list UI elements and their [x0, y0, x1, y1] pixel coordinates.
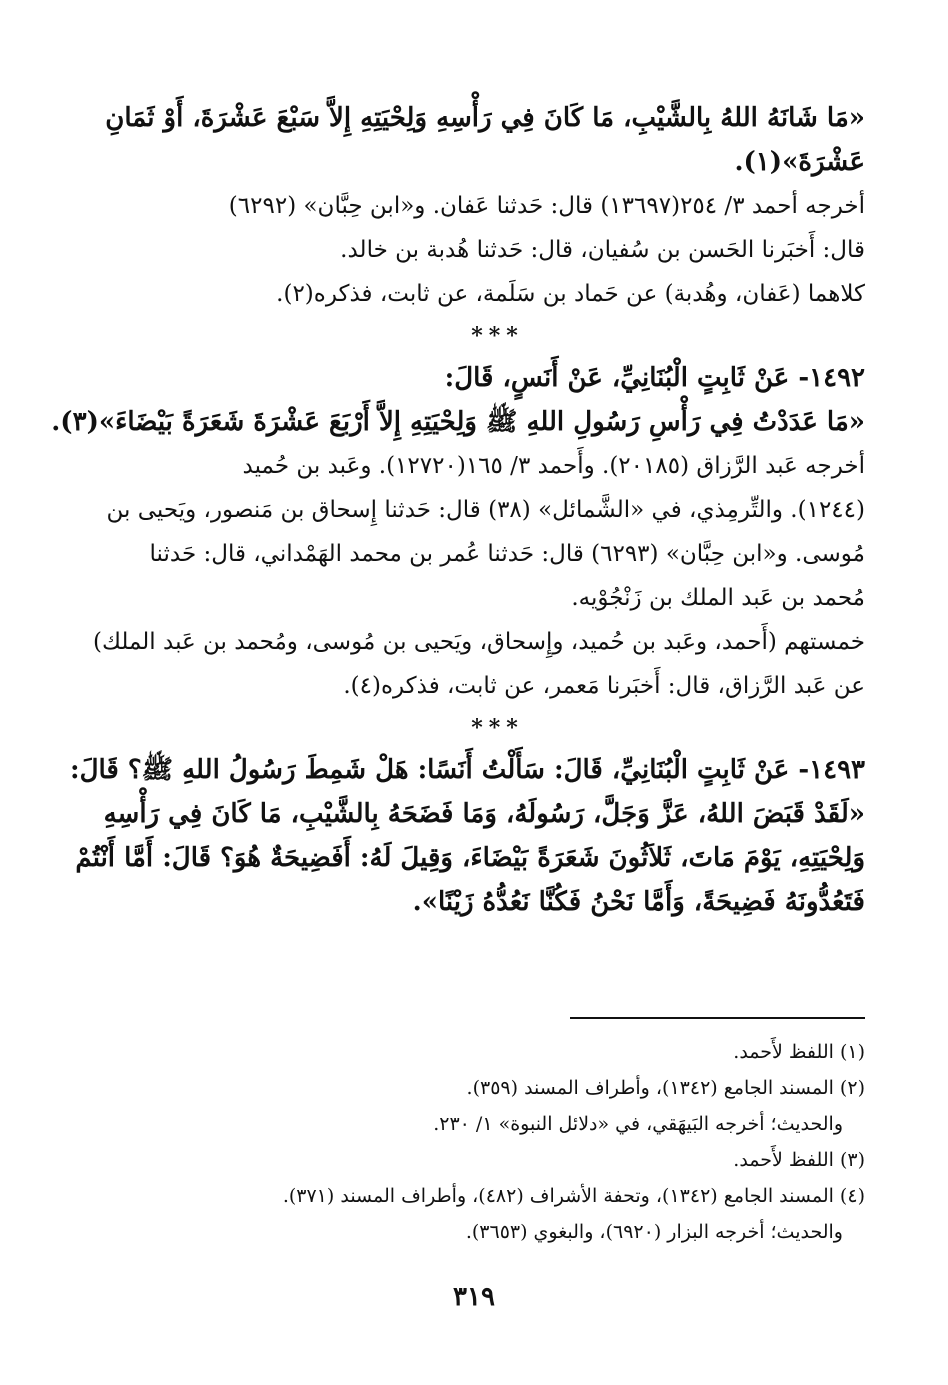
- hadith-1492-text: «مَا عَدَدْتُ فِي رَأْسِ رَسُولِ اللهِ ﷺ وَلِحْيَتِهِ إِلاَّ أَرْبَعَ عَشْرَةَ شَعَرَةً بَيْضَاءَ»(٣).: [51, 407, 865, 437]
- hadith-line-1: «مَا شَانَهُ اللهُ بِالشَّيْبِ، مَا كَانَ فِي رَأْسِهِ وَلِحْيَتِهِ إِلاَّ سَبْعَ عَشْرَةَ، أَوْ ثَمَانِ: [105, 103, 865, 133]
- takhrij-1492-line-4: مُحمد بن عَبد الملك بن زَنْجُوْيه.: [571, 585, 865, 611]
- takhrij-1492-line-3: مُوسى. و«ابن حِبَّان» (٦٢٩٣) قال: حَدثنا عُمر بن محمد الهَمْداني، قال: حَدثنا: [149, 541, 865, 567]
- takhrij-1492-line-1: أخرجه عَبد الرَّزاق (٢٠١٨٥). وأَحمد ٣/ ١٦٥(١٢٧٢٠). وعَبد بن حُميد: [242, 453, 865, 479]
- takhrij-1492-line-2: (١٢٤٤). والتِّرمِذي، في «الشَّمائل» (٣٨) قال: حَدثنا إِسحاق بن مَنصور، ويَحيى بن: [106, 497, 865, 523]
- page-body: [51, 96, 865, 924]
- takhrij-line-2: قال: أَخبَرنا الحَسن بن سُفيان، قال: حَدثنا هُدبة بن خالد.: [340, 237, 865, 263]
- footnote-1: (١) اللفظ لأَحمد.: [733, 1041, 865, 1063]
- section-separator-1: ***: [471, 323, 524, 349]
- footnote-3: (٣) اللفظ لأَحمد.: [733, 1149, 865, 1171]
- footnote-divider: [570, 1017, 865, 1019]
- hadith-1493-line-2: وَلِحْيَتِهِ، يَوْمَ مَاتَ، ثَلاَثُونَ شَعَرَةً بَيْضَاءَ، وَقِيلَ لَهُ: أَفَضِيحَةٌ هُوَ؟ قَالَ: أَمَّا أَنْتُمْ: [75, 843, 865, 873]
- footnote-2-continuation: والحديث؛ أخرجه البَيهَقي، في «دلائل النبوة» ١/ ٢٣٠.: [433, 1113, 843, 1135]
- takhrij-1492-line-6: عن عَبد الرَّزاق، قال: أَخبَرنا مَعمر، عن ثابت، فذكره(٤).: [343, 673, 865, 699]
- footnote-2: (٢) المسند الجامع (١٣٤٢)، وأطراف المسند (٣٥٩).: [466, 1077, 865, 1099]
- hadith-1493-heading: ١٤٩٣- عَنْ ثَابِتٍ الْبُنَانِيِّ، قَالَ: سَأَلْتُ أَنَسًا: هَلْ شَمِطَ رَسُولُ اللهِ ﷺ؟ قَالَ:: [69, 755, 865, 785]
- hadith-1493-line-3: فَتَعُدُّونَهُ فَضِيحَةً، وَأَمَّا نَحْنُ فَكُنَّا نَعُدُّهُ زَيْنًا».: [412, 887, 865, 917]
- footnote-4: (٤) المسند الجامع (١٣٤٢)، وتحفة الأشراف (٤٨٢)، وأطراف المسند (٣٧١).: [282, 1185, 865, 1207]
- hadith-line-2: عَشْرَةَ»(١).: [734, 147, 865, 177]
- hadith-1493-line-1: «لَقَدْ قَبَضَ اللهُ، عَزَّ وَجَلَّ، رَسُولَهُ، وَمَا فَضَحَهُ بِالشَّيْبِ، مَا كَانَ فِي رَأْسِهِ: [103, 799, 865, 829]
- footnote-4-continuation: والحديث؛ أخرجه البزار (٦٩٢٠)، والبغوي (٣٦٥٣).: [465, 1221, 843, 1243]
- takhrij-1492-line-5: خمستهم (أَحمد، وعَبد بن حُميد، وإِسحاق، ويَحيى بن مُوسى، ومُحمد بن عَبد الملك): [93, 629, 865, 655]
- footnotes: [130, 1034, 865, 1250]
- section-separator-2: ***: [471, 715, 524, 741]
- hadith-1492-heading: ١٤٩٢- عَنْ ثَابِتٍ الْبُنَانِيِّ، عَنْ أَنَسٍ، قَالَ:: [444, 363, 865, 393]
- takhrij-line-1: أخرجه أحمد ٣/ ٢٥٤(١٣٦٩٧) قال: حَدثنا عَفان. و«ابن حِبَّان» (٦٢٩٢): [228, 193, 865, 219]
- page-number: ٣١٩: [453, 1282, 495, 1312]
- takhrij-line-3: كلاهما (عَفان، وهُدبة) عن حَماد بن سَلَمة، عن ثابت، فذكره(٢).: [276, 281, 865, 307]
